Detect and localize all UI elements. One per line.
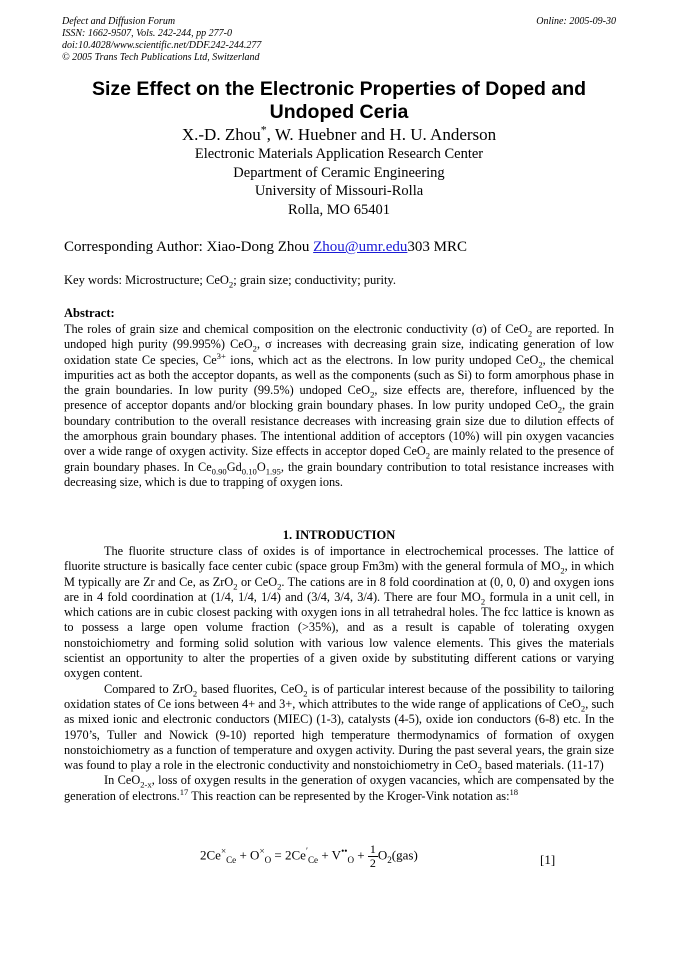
abstract-text: The roles of grain size and chemical composition on the electronic conductivity (σ) of CeO$_2$ are reported. In undoped high purity (99.995%) CeO$_2$, σ increases with decreasing grain size, indicating generation of low oxidation state Ce species, $Ce^{3+}$ ions, which act as the electrons. In low purity undoped CeO$_2$, the chemical impurities act as both the acceptor dopants, as well as the components (such as Si) to form amorphous phase in the grain boundaries. In low purity (99.5%) undoped CeO$_2$, size effects are, therefore, influenced by the presence of acceptor dopants and/or blocking grain boundary phases. In low purity undoped CeO$_2$, the grain boundary contribution to the overall resistance decreases with increasing grain size due to dilution effects of the amorphous grain boundary phases. The intentional addition of acceptors (10%) will pin oxygen vacancies over a wide range of oxygen activity. Size effects in acceptor doped CeO$_2$ are mainly related to the presence of grain boundary phases. In $Ce_{0.90}Gd_{0.10}O_{1.95}$, the grain boundary contribution to total resistance increases with decreasing size, which is due to trapping of oxygen ions. — [64, 322, 615, 489]
online-date: Online: 2005-09-30 — [536, 16, 616, 27]
author-mark: * — [260, 122, 267, 137]
intro-paragraph-3: In CeO$_{2-x}$, loss of oxygen results in the generation of oxygen vacancies, which are compensated by the generation of electrons.$^{17}$ This reaction can be represented by the Kroger-Vink notation as:$^{18}$ — [64, 773, 614, 803]
intro-paragraph-2: Compared to ZrO$_2$ based fluorites, CeO$_2$ is of particular interest because of the possibility to tailoring oxidation states of Ce ions between 4+ and 3+, which attributes to the wide range of applications of CeO$_2$, such as mixed ionic and electronic conductors (MIEC) (1-3), catalysts (4-5), oxide ion conductors (6-8) etc. In the 1970’s, Tuller and Nowick (9-10) reported high temperature thermodynamics of formation of oxygen nonstoichiometry as a function of temperature and oxygen activity. During the past several years, the grain size was found to play a role in the electronic conductivity and nonstoichiometry in CeO$_2$ based materials. (11-17) — [64, 681, 614, 775]
copyright: © 2005 Trans Tech Publications Ltd, Switzerland — [62, 52, 260, 63]
email-link[interactable]: Zhou@umr.edu — [313, 239, 408, 255]
intro-paragraph-1: The fluorite structure class of oxides is of importance in electrochemical processes. The lattice of fluorite structure is basically face center cubic (space group Fm3m) with the general formula of $MO_2$, in which M typically are Zr and Ce, as ZrO$_2$ or CeO$_2$. The cations are in 8 fold coordination at (0, 0, 0) and oxygen ions are in 4 fold coordination at (1/4, 1/4, 1/4) and (3/4, 3/4, 3/4). There are four $MO_2$ formula in a unit cell, in which cations are in cubic closest packing with oxygen ions in all tetrahedral holes. The fcc lattice is known as to possess a large open volume fraction (>35%), and as a result is capable of tolerating oxygen nonstoichiometry and forming solid solution with various low valence elements. This gives the materials scientist an opportunity to alter the properties of a given oxide by substituting different cations or varying oxygen content. — [64, 544, 614, 681]
issn: ISSN: 1662-9507, Vols. 242-244, pp 277-0 — [62, 28, 232, 39]
abstract-heading: Abstract: — [64, 306, 115, 320]
introduction-heading: 1. INTRODUCTION — [282, 528, 396, 542]
affiliation-line-1: Electronic Materials Application Research Center — [194, 146, 484, 162]
authors — [60, 122, 618, 145]
journal-name: Defect and Diffusion Forum — [62, 16, 176, 27]
equation-number: [1] — [540, 852, 556, 867]
author-1: X.-D. Zhou — [181, 125, 261, 144]
affiliation-line-4: Rolla, MO 65401 — [288, 202, 390, 219]
corresponding-room: 303 MRC — [407, 239, 467, 255]
corresponding-author — [64, 238, 467, 256]
one-half-fraction: $\frac{1}{2}$ — [369, 842, 376, 870]
equation-1: $2Ce^\times_{Ce} + O^\times_O = 2Ce'_{Ce} + V^{••}_O$ + $\frac{1}{2}$ $O_2(gas)$ — [200, 842, 418, 870]
authors-rest: , W. Huebner and H. U. Anderson — [266, 125, 497, 144]
affiliation — [60, 145, 618, 220]
journal-header — [62, 16, 261, 64]
affiliation-line-2: Department of Ceramic Engineering — [233, 164, 445, 181]
doi: doi:10.4028/www.scientific.net/DDF.242-244.277 — [62, 40, 262, 51]
introduction-text — [64, 544, 614, 804]
corresponding-label: Corresponding Author: Xiao-Dong Zhou — [64, 239, 314, 255]
paper-title: Size Effect on the Electronic Properties of Doped and Undoped Ceria — [91, 78, 587, 123]
keywords: Key words: Microstructure; CeO$_2$; grain size; conductivity; purity. — [64, 273, 396, 290]
affiliation-line-3: University of Missouri-Rolla — [254, 183, 424, 200]
